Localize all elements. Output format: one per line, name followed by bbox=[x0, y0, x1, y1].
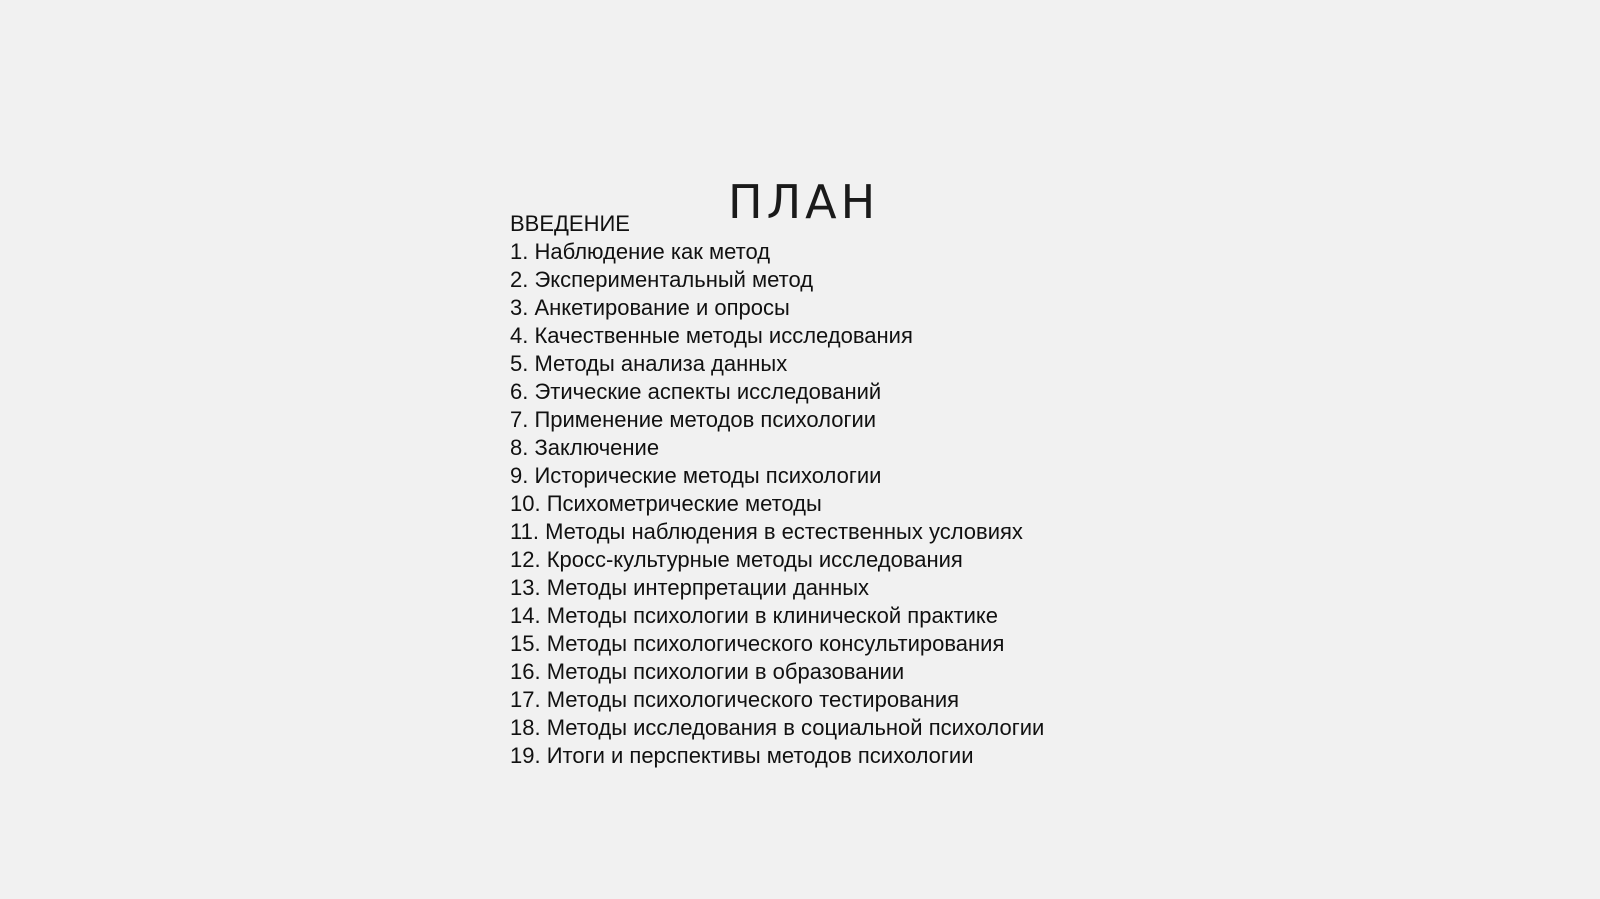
outline-item-18: 18. Методы исследования в социальной психологии bbox=[510, 715, 1045, 740]
outline-item-13: 13. Методы интерпретации данных bbox=[510, 575, 870, 600]
outline-item-2: 2. Экспериментальный метод bbox=[510, 267, 814, 292]
outline-item-9: 9. Исторические методы психологии bbox=[510, 463, 882, 488]
outline-item-7: 7. Применение методов психологии bbox=[510, 407, 877, 432]
outline-item-19: 19. Итоги и перспективы методов психологии bbox=[510, 743, 974, 768]
outline-item-4: 4. Качественные методы исследования bbox=[510, 323, 913, 348]
outline-item-6: 6. Этические аспекты исследований bbox=[510, 379, 882, 404]
outline-item-5: 5. Методы анализа данных bbox=[510, 351, 788, 376]
outline-item-3: 3. Анкетирование и опросы bbox=[510, 295, 790, 320]
outline-item-16: 16. Методы психологии в образовании bbox=[510, 659, 905, 684]
outline-item-1: 1. Наблюдение как метод bbox=[510, 239, 771, 264]
outline-item-15: 15. Методы психологического консультирования bbox=[510, 631, 1005, 656]
outline-item-11: 11. Методы наблюдения в естественных условиях bbox=[510, 519, 1023, 544]
outline-item-8: 8. Заключение bbox=[510, 435, 660, 460]
outline-list bbox=[510, 210, 1044, 770]
page-title: ПЛАН bbox=[728, 175, 880, 229]
outline-item-12: 12. Кросс-культурные методы исследования bbox=[510, 547, 963, 572]
outline-item-10: 10. Психометрические методы bbox=[510, 491, 822, 516]
outline-item-17: 17. Методы психологического тестирования bbox=[510, 687, 960, 712]
outline-item-intro: ВВЕДЕНИЕ bbox=[510, 211, 630, 236]
outline-item-14: 14. Методы психологии в клинической практике bbox=[510, 603, 999, 628]
